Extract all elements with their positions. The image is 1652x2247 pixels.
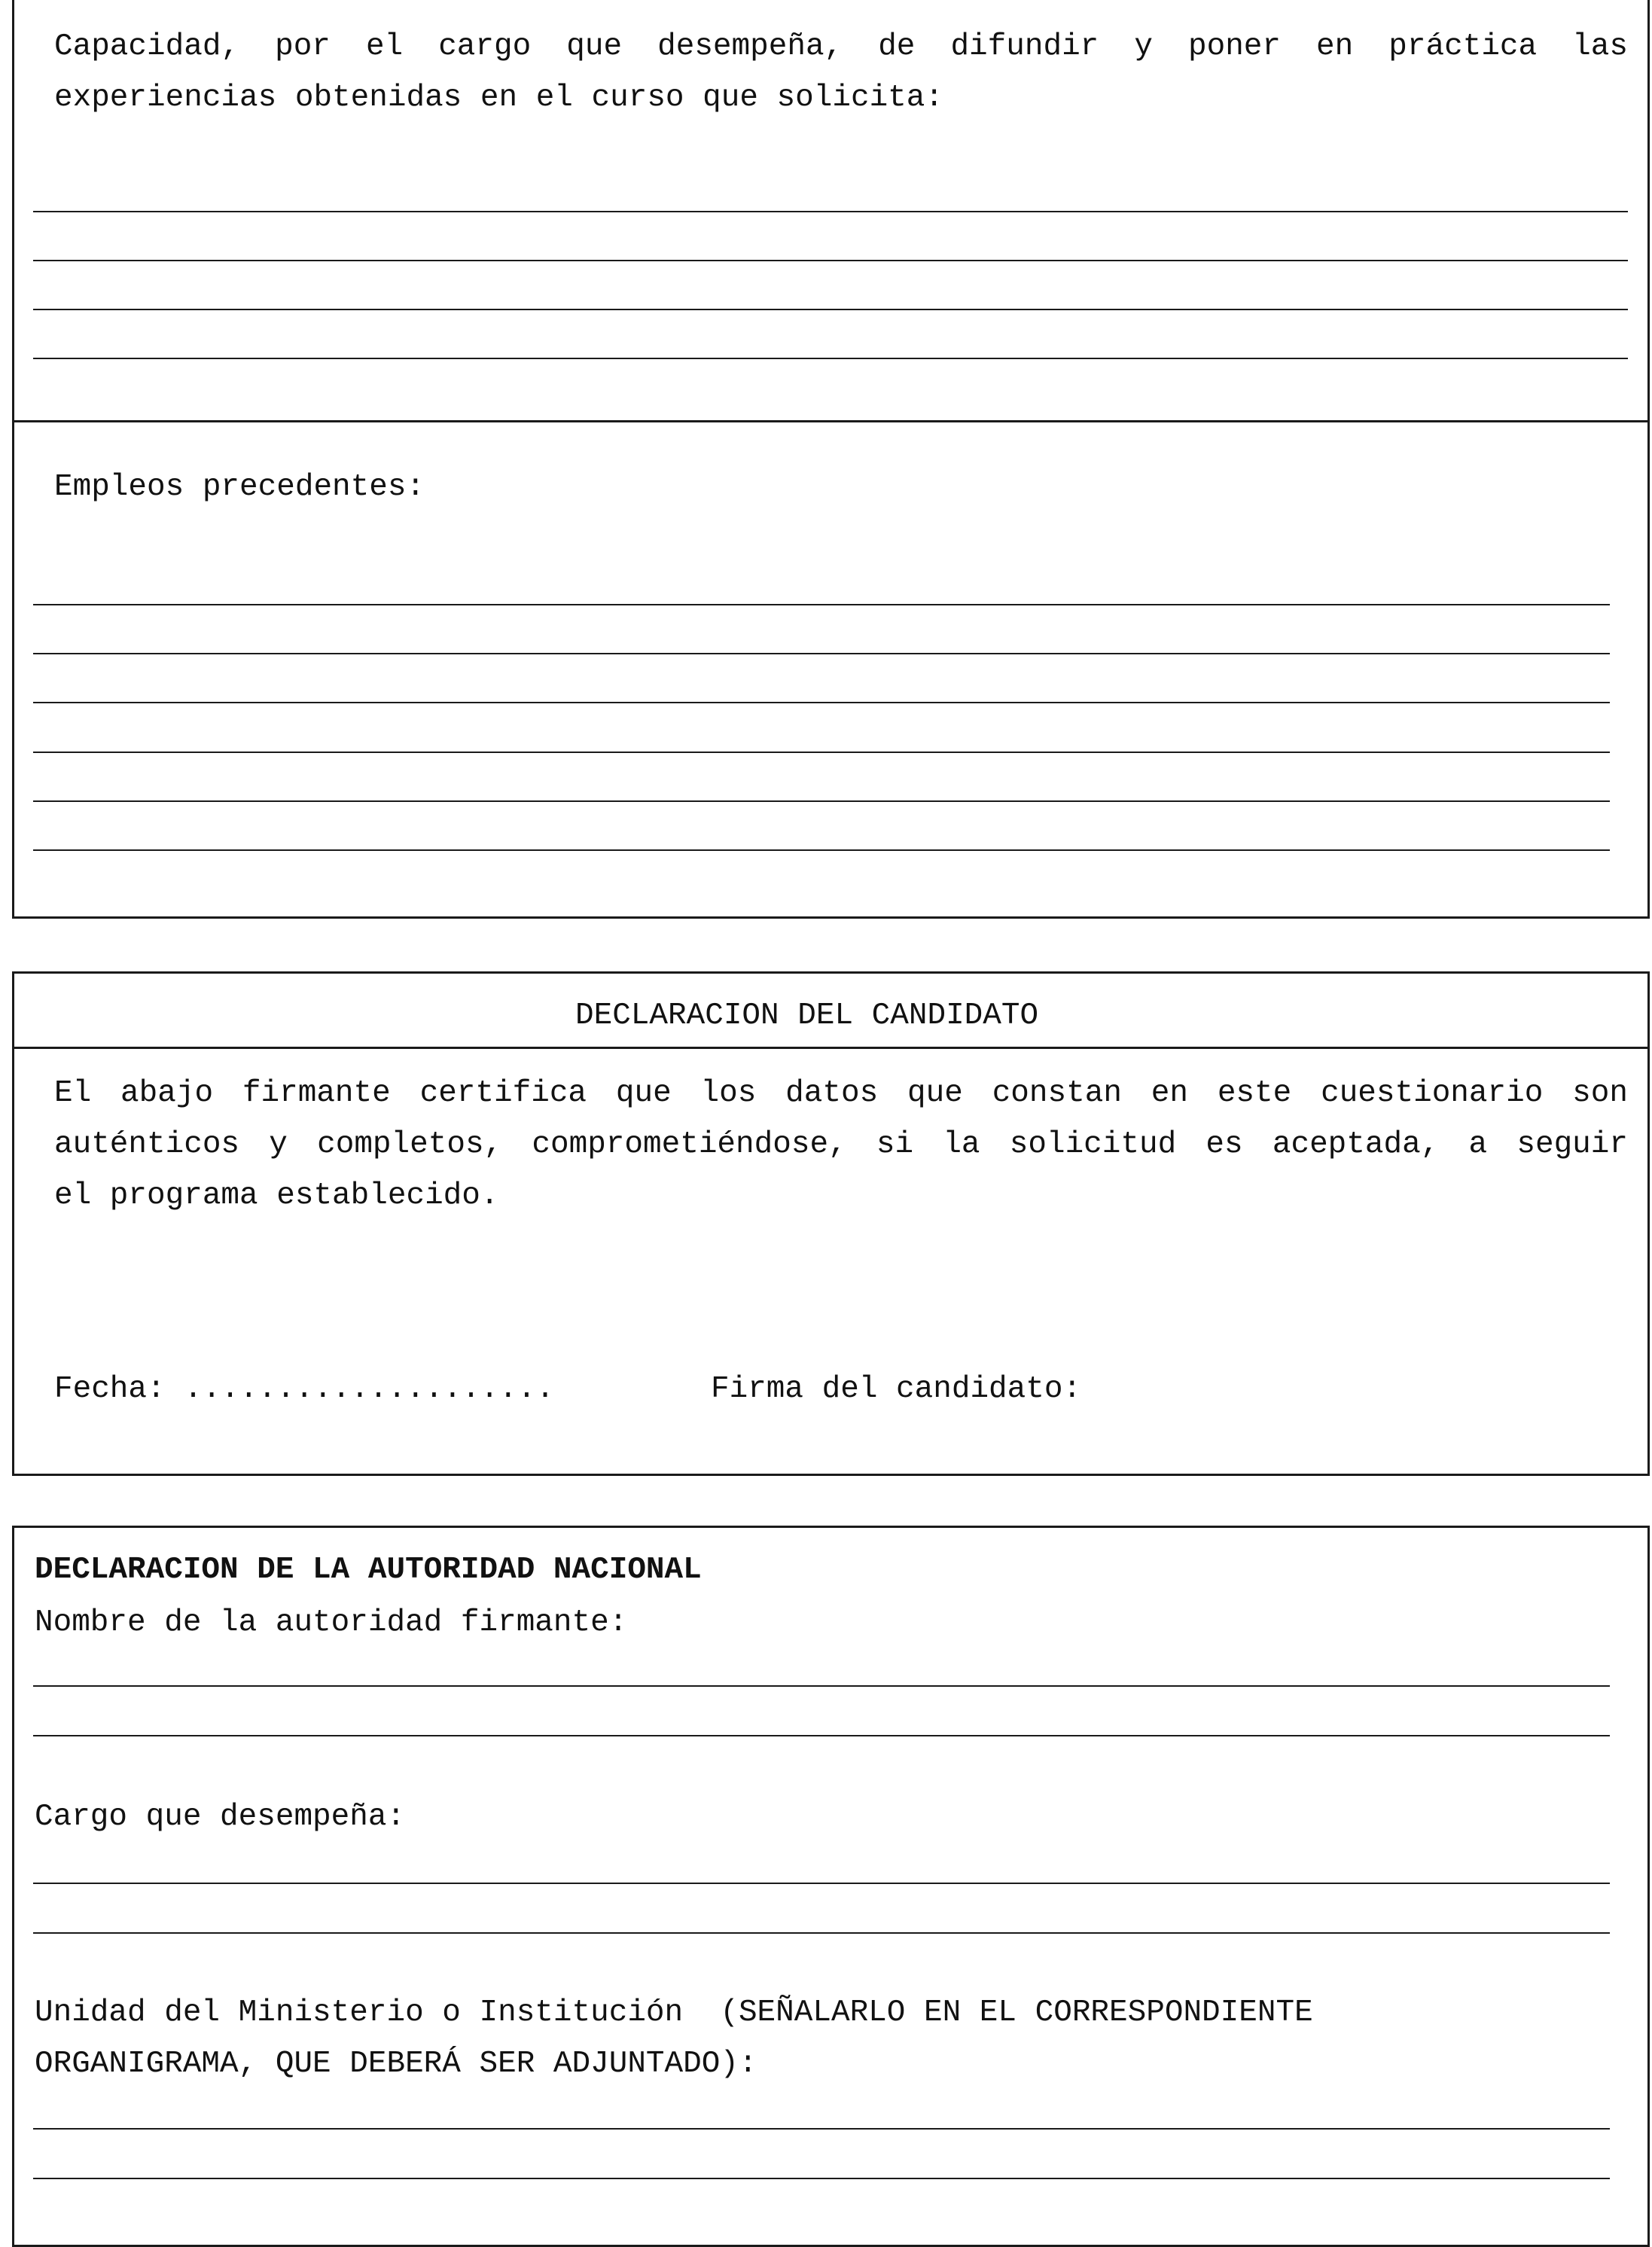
unidad-answer-line-1[interactable] xyxy=(33,2128,1610,2130)
empleos-answer-line-6[interactable] xyxy=(33,849,1610,851)
declaracion-candidato-text-line3: el programa establecido. xyxy=(54,1178,499,1213)
declaracion-autoridad-title: DECLARACION DE LA AUTORIDAD NACIONAL xyxy=(35,1553,702,1587)
declaracion-candidato-title-divider xyxy=(12,1047,1650,1049)
capacidad-answer-line-1[interactable] xyxy=(33,211,1628,212)
nombre-autoridad-label: Nombre de la autoridad firmante: xyxy=(35,1605,628,1640)
unidad-answer-line-2[interactable] xyxy=(33,2178,1610,2179)
capacidad-label-line1: Capacidad, por el cargo que desempeña, de difundir y poner en práctica las xyxy=(54,29,1628,64)
empleos-answer-line-3[interactable] xyxy=(33,702,1610,703)
empleos-answer-line-1[interactable] xyxy=(33,604,1610,605)
declaracion-candidato-text xyxy=(54,1068,1628,1221)
unidad-label-line1: Unidad del Ministerio o Institución (SEÑALARLO EN EL CORRESPONDIENTE xyxy=(35,1995,1313,2030)
unidad-label-line2: ORGANIGRAMA, QUE DEBERÁ SER ADJUNTADO): xyxy=(35,2047,757,2081)
empleos-answer-line-5[interactable] xyxy=(33,800,1610,802)
empleos-label: Empleos precedentes: xyxy=(54,470,425,505)
capacidad-answer-line-2[interactable] xyxy=(33,260,1628,261)
empleos-answer-line-2[interactable] xyxy=(33,653,1610,654)
cargo-answer-line-2[interactable] xyxy=(33,1932,1610,1934)
empleos-answer-line-4[interactable] xyxy=(33,752,1610,753)
capacidad-answer-line-4[interactable] xyxy=(33,358,1628,359)
capacidad-answer-line-3[interactable] xyxy=(33,309,1628,310)
firma-candidato-label: Firma del candidato: xyxy=(711,1372,1082,1407)
cargo-label: Cargo que desempeña: xyxy=(35,1800,406,1834)
nombre-answer-line-2[interactable] xyxy=(33,1735,1610,1736)
capacidad-label-line2: experiencias obtenidas en el curso que solicita: xyxy=(54,81,943,115)
section-capacidad-empleos xyxy=(12,0,1650,919)
section-divider xyxy=(12,420,1650,422)
nombre-answer-line-1[interactable] xyxy=(33,1685,1610,1687)
capacidad-label xyxy=(54,21,1628,123)
fecha-field[interactable]: Fecha: .................... xyxy=(54,1372,555,1407)
declaracion-candidato-title: DECLARACION DEL CANDIDATO xyxy=(575,998,1039,1033)
declaracion-candidato-text-line2: auténticos y completos, comprometiéndose, si la solicitud es aceptada, a seguir xyxy=(54,1127,1628,1162)
declaracion-candidato-text-line1: El abajo firmante certifica que los datos que constan en este cuestionario son xyxy=(54,1076,1628,1111)
cargo-answer-line-1[interactable] xyxy=(33,1883,1610,1884)
